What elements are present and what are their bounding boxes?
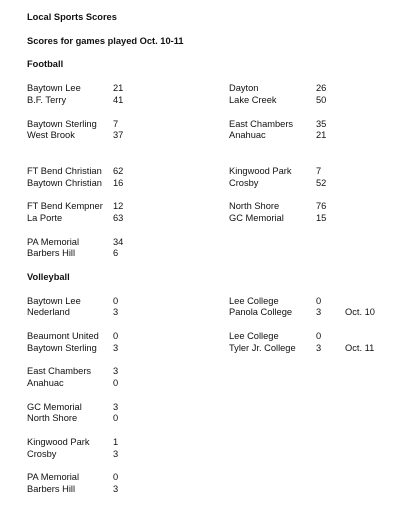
team-name: Baytown Sterling	[27, 343, 97, 353]
team-name: La Porte	[27, 213, 63, 223]
team-name: Anahuac	[27, 378, 64, 388]
team-name: Panola College	[229, 307, 293, 317]
team-name: Baytown Christian	[27, 178, 102, 188]
team-name: Tyler Jr. College	[229, 343, 296, 353]
team-name: PA Memorial	[27, 472, 80, 482]
team-score: 0	[113, 378, 119, 388]
team-name: Lake Creek	[229, 95, 277, 105]
team-name: Barbers Hill	[27, 484, 76, 494]
team-name: PA Memorial	[27, 237, 80, 247]
team-score: 6	[113, 248, 119, 258]
team-score: 21	[316, 130, 327, 140]
team-name: Kingwood Park	[27, 437, 90, 447]
team-score: 34	[113, 237, 124, 247]
team-score: 0	[316, 296, 322, 306]
team-score: 21	[113, 83, 124, 93]
team-score: 3	[113, 366, 119, 376]
game-date: Oct. 11	[345, 343, 375, 353]
team-score: 50	[316, 95, 327, 105]
team-name: B.F. Terry	[27, 95, 67, 105]
team-score: 3	[316, 343, 322, 353]
team-name: Lee College	[229, 331, 279, 341]
team-name: East Chambers	[27, 366, 92, 376]
team-score: 7	[113, 119, 119, 129]
page-title: Local Sports Scores	[27, 12, 117, 22]
team-score: 0	[113, 296, 119, 306]
team-name: East Chambers	[229, 119, 294, 129]
team-score: 52	[316, 178, 327, 188]
team-name: Baytown Lee	[27, 296, 81, 306]
team-name: GC Memorial	[27, 402, 82, 412]
team-score: 16	[113, 178, 124, 188]
team-name: Beaumont United	[27, 331, 99, 341]
team-name: North Shore	[229, 201, 280, 211]
team-name: Anahuac	[229, 130, 266, 140]
team-score: 7	[316, 166, 322, 176]
team-name: Crosby	[229, 178, 259, 188]
team-score: 0	[113, 472, 119, 482]
team-score: 3	[113, 449, 119, 459]
team-name: FT Bend Kempner	[27, 201, 103, 211]
team-score: 63	[113, 213, 124, 223]
team-score: 3	[113, 402, 119, 412]
team-name: Barbers Hill	[27, 248, 76, 258]
team-score: 1	[113, 437, 119, 447]
football-heading: Football	[27, 59, 64, 69]
team-score: 41	[113, 95, 124, 105]
team-score: 3	[113, 484, 119, 494]
team-name: Dayton	[229, 83, 259, 93]
team-score: 15	[316, 213, 327, 223]
team-score: 37	[113, 130, 124, 140]
team-name: Lee College	[229, 296, 279, 306]
team-score: 76	[316, 201, 327, 211]
team-name: North Shore	[27, 413, 78, 423]
team-name: West Brook	[27, 130, 75, 140]
team-score: 0	[316, 331, 322, 341]
team-score: 12	[113, 201, 124, 211]
page-subtitle: Scores for games played Oct. 10-11	[27, 36, 184, 46]
team-score: 0	[113, 413, 119, 423]
team-name: FT Bend Christian	[27, 166, 102, 176]
team-score: 26	[316, 83, 327, 93]
team-score: 35	[316, 119, 327, 129]
team-score: 3	[113, 343, 119, 353]
team-score: 0	[113, 331, 119, 341]
team-score: 3	[113, 307, 119, 317]
team-name: Baytown Sterling	[27, 119, 97, 129]
team-name: Kingwood Park	[229, 166, 292, 176]
team-name: Nederland	[27, 307, 70, 317]
team-name: Crosby	[27, 449, 57, 459]
team-score: 62	[113, 166, 124, 176]
team-score: 3	[316, 307, 322, 317]
team-name: Baytown Lee	[27, 83, 81, 93]
volleyball-heading: Volleyball	[27, 272, 70, 282]
team-name: GC Memorial	[229, 213, 284, 223]
game-date: Oct. 10	[345, 307, 375, 317]
